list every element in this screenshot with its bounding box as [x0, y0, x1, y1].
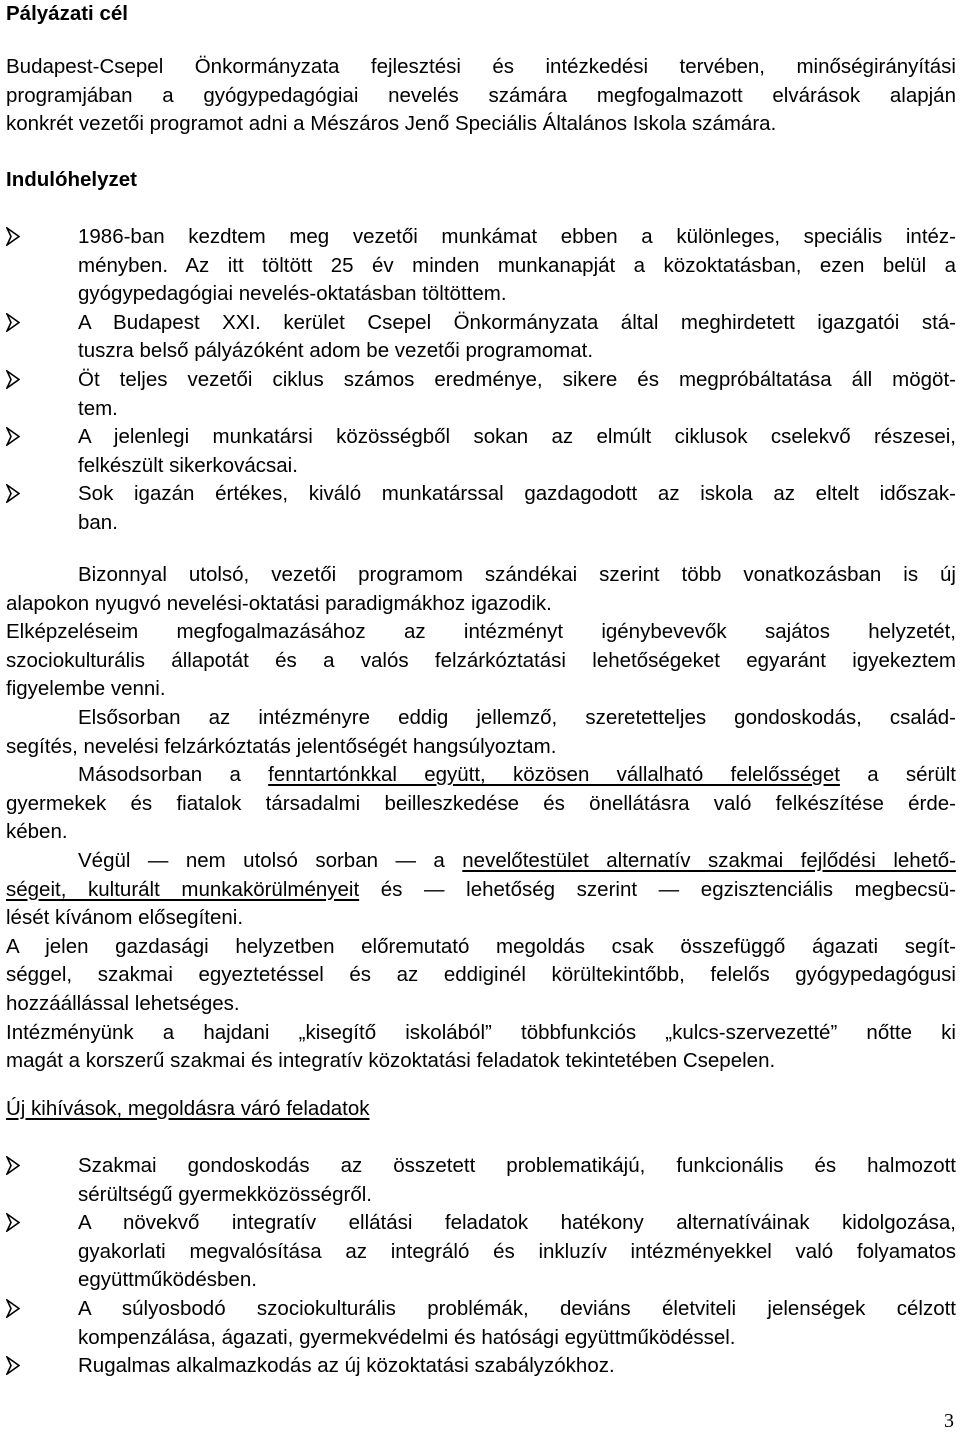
paragraph-line: figyelembe venni.: [6, 677, 166, 701]
list-item: [6, 1295, 956, 1352]
bullet-line: Rugalmas alkalmazkodás az új közoktatási szabályzókhoz.: [78, 1354, 615, 1378]
section-heading-uj-kihivasok: Új kihívások, megoldásra váró feladatok: [6, 1097, 370, 1120]
list-item: [6, 309, 956, 366]
bullet-line: A Budapest XXI. kerület Csepel Önkormányzata által meghirdetett igazgatói stá-: [78, 310, 956, 334]
bullet-line: A növekvő integratív ellátási feladatok hatékony alternatíváinak kidolgozása,: [78, 1211, 956, 1235]
arrow-bullet-icon: [6, 1156, 20, 1175]
section-heading-indulohelyzet: Indulóhelyzet: [6, 168, 137, 191]
paragraph-line: [6, 761, 956, 790]
bullet-line: 1986-ban kezdtem meg vezetői munkámat ebben a különleges, speciális intéz-: [78, 225, 956, 248]
list-item: [6, 366, 956, 423]
arrow-bullet-icon: [6, 1213, 20, 1232]
arrow-bullet-icon: [6, 370, 20, 389]
list-item: [6, 1152, 956, 1209]
intro-line: konkrét vezetői programot adni a Mészáros Jenő Speciális Általános Iskola számára.: [6, 112, 777, 135]
arrow-bullet-icon: [6, 1299, 20, 1318]
bullet-line: Sok igazán értékes, kiváló munkatárssal gazdagodott az iskola az eltelt időszak-: [78, 482, 956, 506]
list-item: [6, 1209, 956, 1295]
paragraph-line: A jelen gazdasági helyzetben előremutató megoldás csak összefüggő ágazati segít-: [6, 934, 956, 958]
text-run: a sérült: [839, 763, 956, 787]
bullet-line: Szakmai gondoskodás az összetett problematikájú, funkcionális és halmozott: [78, 1154, 956, 1177]
list-item: [6, 423, 956, 480]
list-item: [6, 1352, 956, 1381]
bullet-line: A súlyosbodó szociokulturális problémák, deviáns életviteli jelenségek célzott: [78, 1296, 956, 1320]
paragraph-line: [6, 847, 956, 876]
bullet-line: Öt teljes vezetői ciklus számos eredménye, sikere és megpróbáltatása áll mögöt-: [78, 367, 956, 391]
paragraph-line: Elsősorban az intézményre eddig jellemző, szeretetteljes gondoskodás, család-: [78, 705, 956, 729]
paragraph-line: Elképzeléseim megfogalmazásához az intézményt igénybevevők sajátos helyzetét,: [6, 620, 956, 644]
bullet-line: gyakorlati megvalósítása az integráló és inkluzív intézményekkel való folyamatos: [78, 1239, 956, 1263]
intro-line: programjában a gyógypedagógiai nevelés számára megfogalmazott elvárások alapján: [6, 84, 956, 107]
arrow-bullet-icon: [6, 1356, 20, 1375]
page-number: 3: [944, 1410, 954, 1432]
bullet-list-indulohelyzet: [6, 223, 956, 538]
underlined-text: fenntartónkkal együtt, közösen vállalható felelősséget: [268, 763, 840, 787]
paragraph-line: magát a korszerű szakmai és integratív közoktatási feladatok tekintetében Csepelen.: [6, 1049, 776, 1073]
paragraph-line: kében.: [6, 820, 68, 844]
bullet-line: ményben. Az itt töltött 25 év minden munkanapját a közoktatásban, ezen belül a: [78, 253, 956, 277]
paragraph-line: Intézményünk a hajdani „kisegítő iskolából” többfunkciós „kulcs-szervezetté” nőtte ki: [6, 1020, 956, 1044]
underlined-text: ségeit, kulturált munkakörülményeit: [6, 877, 360, 901]
bullet-list-feladatok: [6, 1152, 956, 1381]
arrow-bullet-icon: [6, 313, 20, 332]
paragraph-line: lését kívánom elősegíteni.: [6, 906, 244, 930]
arrow-bullet-icon: [6, 227, 20, 246]
paragraph-line: séggel, szakmai egyeztetéssel és az eddiginél körültekintőbb, felelős gyógypedagógusi: [6, 963, 956, 987]
paragraph-line: hozzáállással lehetséges.: [6, 991, 240, 1015]
section-heading-palyazati-cel: Pályázati cél: [6, 2, 128, 25]
arrow-bullet-icon: [6, 427, 20, 446]
bullet-line: ban.: [78, 510, 118, 534]
bullet-line: tem.: [78, 396, 118, 420]
arrow-bullet-icon: [6, 484, 20, 503]
text-run: Másodsorban a: [78, 763, 269, 787]
paragraph-line: szociokulturális állapotát és a valós felzárkóztatási lehetőségeket egyaránt igyekeztem: [6, 648, 956, 672]
paragraph-line: Bizonnyal utolsó, vezetői programom szándékai szerint több vonatkozásban is új: [78, 563, 956, 586]
text-run: és — lehetőség szerint — egzisztenciális megbecsü-: [359, 877, 956, 901]
text-run: Végül — nem utolsó sorban — a: [78, 848, 463, 872]
bullet-line: A jelenlegi munkatársi közösségből sokan az elmúlt ciklusok cselekvő részesei,: [78, 425, 956, 449]
paragraph-line: [6, 876, 956, 905]
bullet-line: tuszra belső pályázóként adom be vezetői programomat.: [78, 339, 594, 363]
bullet-line: felkészült sikerkovácsai.: [78, 453, 298, 477]
paragraph-line: alapokon nyugvó nevelési-oktatási paradigmákhoz igazodik.: [6, 591, 552, 615]
bullet-line: együttműködésben.: [78, 1268, 257, 1292]
underlined-text: nevelőtestület alternatív szakmai fejlődési lehető-: [462, 848, 957, 872]
intro-line: Budapest-Csepel Önkormányzata fejlesztési és intézkedési tervében, minőségirányítási: [6, 55, 956, 78]
list-item: [6, 223, 956, 309]
list-item: [6, 480, 956, 537]
bullet-line: sérültségű gyermekközösségről.: [78, 1182, 372, 1206]
bullet-line: kompenzálása, ágazati, gyermekvédelmi és hatósági együttműködéssel.: [78, 1325, 736, 1349]
paragraph-line: gyermekek és fiatalok társadalmi beilleszkedése és önellátásra való felkészítése érde-: [6, 791, 956, 815]
paragraph-line: segítés, nevelési felzárkóztatás jelentőségét hangsúlyoztam.: [6, 734, 557, 758]
body-paragraphs: [6, 561, 956, 1076]
bullet-line: gyógypedagógiai nevelés-oktatásban töltöttem.: [78, 282, 507, 306]
